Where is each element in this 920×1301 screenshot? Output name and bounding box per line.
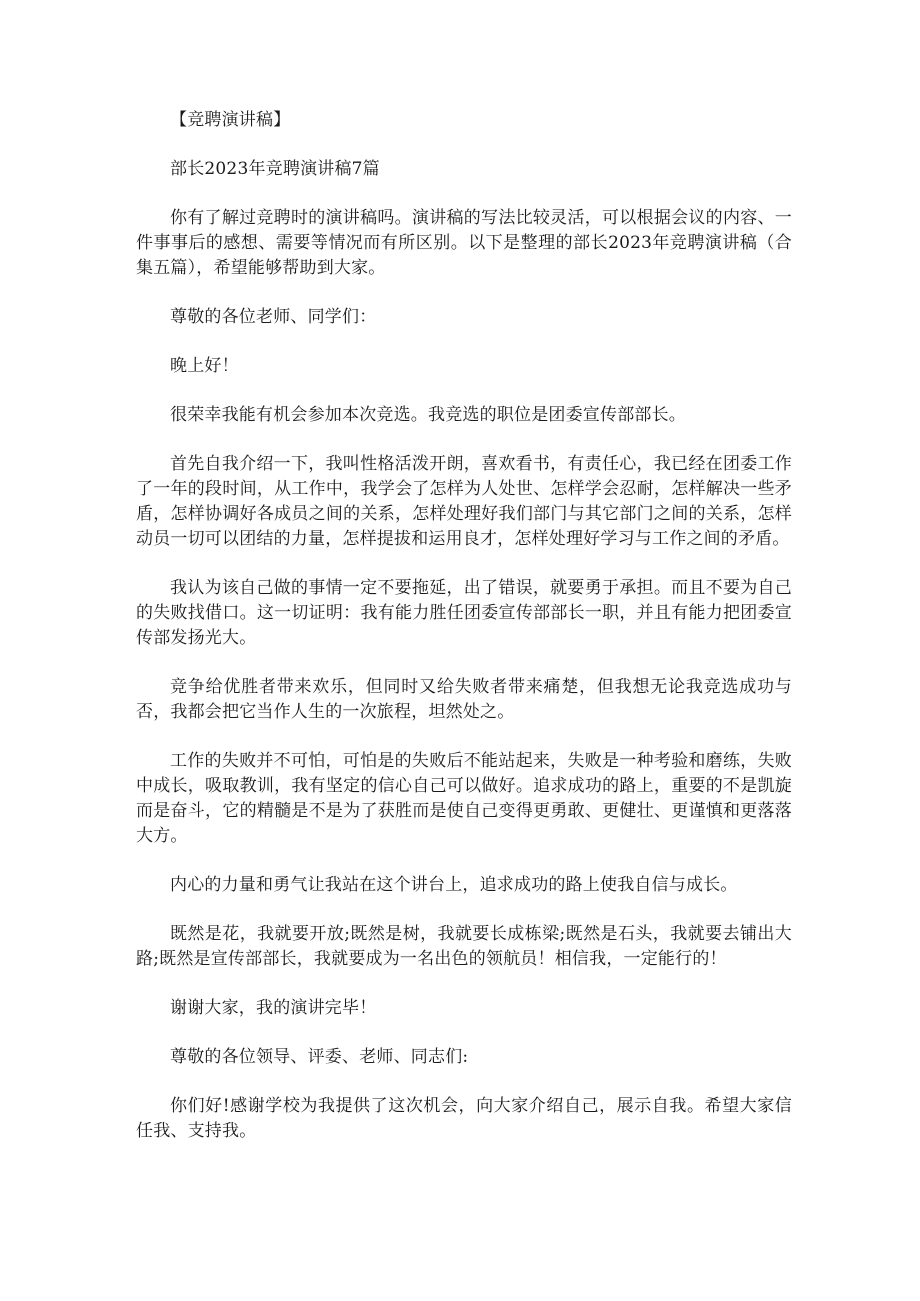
- paragraph-intro: 你有了解过竞聘时的演讲稿吗。演讲稿的写法比较灵活，可以根据会议的内容、一件事事后的感想、需要等情况而有所区别。以下是整理的部长2023年竞聘演讲稿（合集五篇），希望能够帮助到大家。: [136, 208, 792, 278]
- paragraph-inner-strength: 内心的力量和勇气让我站在这个讲台上，追求成功的路上使我自信与成长。: [170, 875, 738, 895]
- header-tag: 【竞聘演讲稿】: [170, 110, 291, 130]
- paragraph-flower-tree: 既然是花，我就要开放;既然是树，我就要长成栋梁;既然是石头，我就要去铺出大路;既然是宣传部部长，我就要成为一名出色的领航员！相信我，一定能行的！: [136, 924, 792, 969]
- paragraph-thanks: 谢谢大家，我的演讲完毕！: [170, 998, 377, 1018]
- paragraph-self-intro: 首先自我介绍一下，我叫性格活泼开朗，喜欢看书，有责任心，我已经在团委工作了一年的段时间，从工作中，我学会了怎样为人处世、怎样学会忍耐，怎样解决一些矛盾，怎样协调好各成员之间的关系，怎样处理好我们部门与其它部门之间的关系，怎样动员一切可以团结的力量，怎样提拔和运用良才，怎样处理好学习与工作之间的矛盾。: [136, 454, 792, 549]
- paragraph-competition: 竞争给优胜者带来欢乐，但同时又给失败者带来痛楚，但我想无论我竞选成功与否，我都会把它当作人生的一次旅程，坦然处之。: [136, 677, 792, 722]
- paragraph-second-greeting: 尊敬的各位领导、评委、老师、同志们:: [170, 1047, 469, 1067]
- paragraph-second-intro: 你们好!感谢学校为我提供了这次机会，向大家介绍自己，展示自我。希望大家信任我、支持我。: [136, 1096, 792, 1141]
- paragraph-position: 很荣幸我能有机会参加本次竞选。我竞选的职位是团委宣传部部长。: [170, 405, 686, 425]
- document-body: [136, 108, 792, 1168]
- paragraph-good-evening: 晚上好！: [170, 356, 239, 376]
- paragraph-failure: 工作的失败并不可怕，可怕是的失败后不能站起来，失败是一种考验和磨练，失败中成长，吸取教训，我有坚定的信心自己可以做好。追求成功的路上，重要的不是凯旋而是奋斗，它的精髓是不是为了获胜而是使自己变得更勇敢、更健壮、更谨慎和更落落大方。: [136, 751, 792, 846]
- document-title: 部长2023年竞聘演讲稿7篇: [170, 159, 380, 179]
- paragraph-greeting-audience: 尊敬的各位老师、同学们：: [170, 307, 377, 327]
- paragraph-responsibility: 我认为该自己做的事情一定不要拖延，出了错误，就要勇于承担。而且不要为自己的失败找借口。这一切证明：我有能力胜任团委宣传部部长一职，并且有能力把团委宣传部发扬光大。: [136, 578, 792, 648]
